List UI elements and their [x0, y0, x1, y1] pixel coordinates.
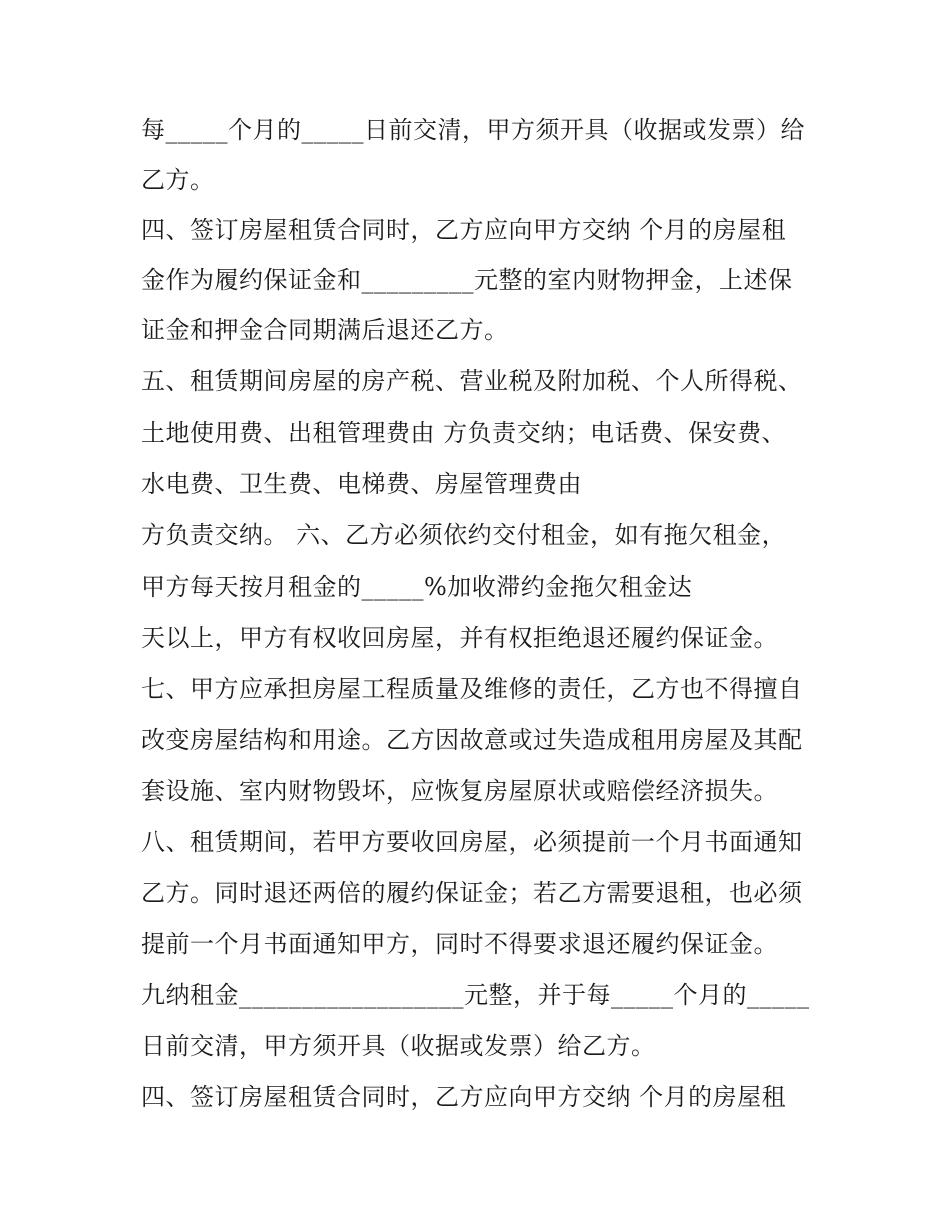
text-line: 土地使用费、出租管理费由 方负责交纳；电话费、保安费、 — [141, 419, 787, 447]
text-line: 日前交清，甲方须开具（收据或发票）给乙方。 — [141, 1032, 656, 1060]
text-line: 八、租赁期间，若甲方要收回房屋，必须提前一个月书面通知 — [141, 828, 803, 856]
text-line: 七、甲方应承担房屋工程质量及维修的责任，乙方也不得擅自 — [141, 675, 803, 703]
text-line: 提前一个月书面通知甲方，同时不得要求退还履约保证金。 — [141, 930, 778, 958]
text-line: 天以上，甲方有权收回房屋，并有权拒绝退还履约保证金。 — [141, 624, 778, 652]
text-line: 套设施、室内财物毁坏，应恢复房屋原状或赔偿经济损失。 — [141, 777, 778, 805]
text-line: 水电费、卫生费、电梯费、房屋管理费由 — [141, 470, 582, 498]
text-line: 金作为履约保证金和_________元整的室内财物押金，上述保 — [141, 266, 793, 294]
text-line: 每_____个月的_____日前交清，甲方须开具（收据或发票）给 — [141, 116, 805, 144]
text-line: 甲方每天按月租金的_____%加收滞约金拖欠租金达 — [141, 573, 693, 601]
text-line: 方负责交纳。 六、乙方必须依约交付租金，如有拖欠租金， — [141, 521, 787, 549]
text-line: 证金和押金合同期满后退还乙方。 — [141, 316, 509, 344]
text-line: 乙方。同时退还两倍的履约保证金；若乙方需要退租，也必须 — [141, 879, 803, 907]
text-line: 四、签订房屋租赁合同时，乙方应向甲方交纳 个月的房屋租 — [141, 1083, 787, 1111]
text-line: 四、签订房屋租赁合同时，乙方应向甲方交纳 个月的房屋租 — [141, 216, 787, 244]
text-line: 改变房屋结构和用途。乙方因故意或过失造成租用房屋及其配 — [141, 726, 803, 754]
text-line: 九纳租金__________________元整，并于每_____个月的_____ — [141, 981, 810, 1009]
text-line: 乙方。 — [141, 166, 215, 194]
text-line: 五、租赁期间房屋的房产税、营业税及附加税、个人所得税、 — [141, 367, 803, 395]
